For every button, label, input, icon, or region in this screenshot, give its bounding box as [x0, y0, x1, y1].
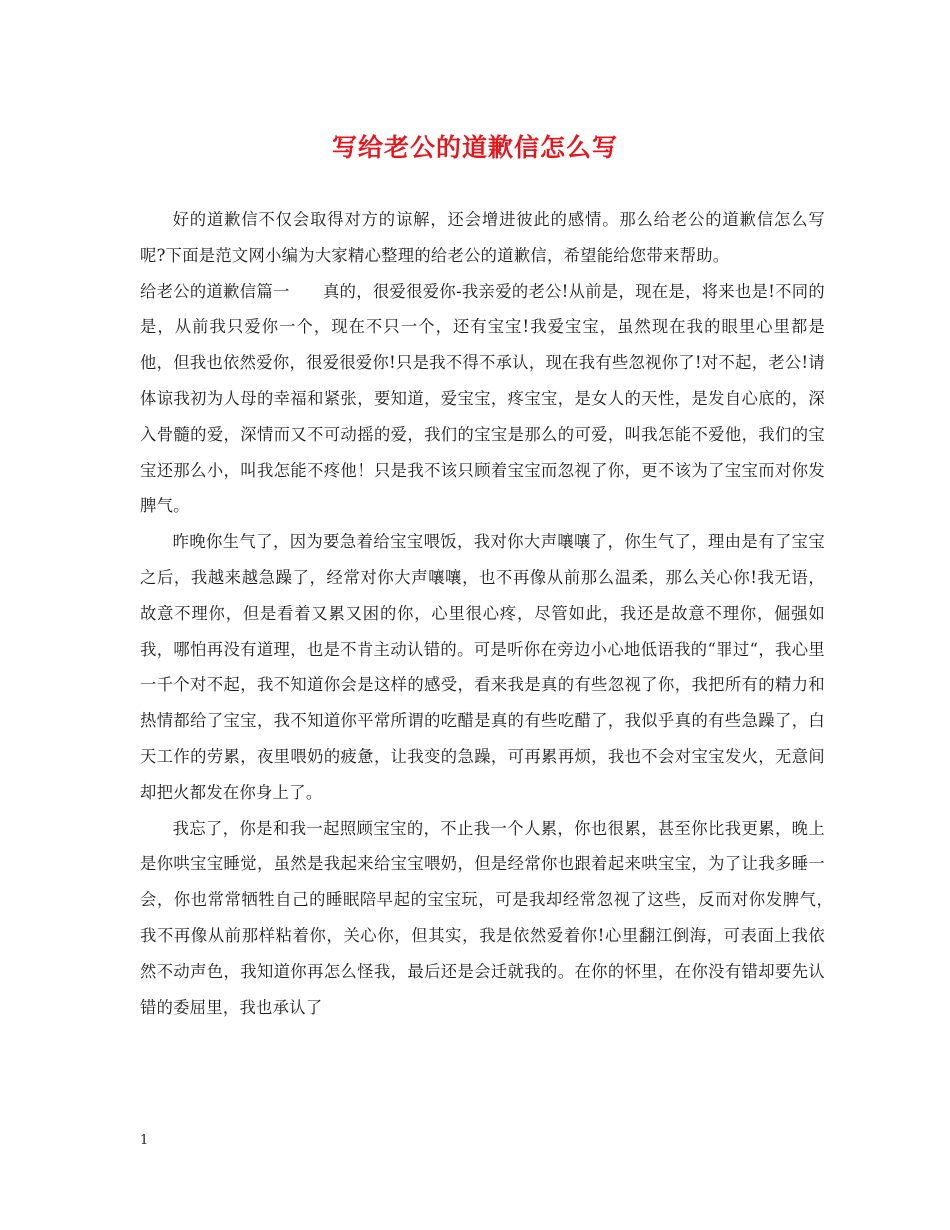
- paragraph-forgot: 我忘了，你是和我一起照顾宝宝的，不止我一个人累，你也很累，甚至你比我更累，晚上是你哄宝宝睡觉，虽然是我起来给宝宝喂奶，但是经常你也跟着起来哄宝宝，为了让我多睡一会，你也常常牺牲自己的睡眠陪早起的宝宝玩，可是我却经常忽视了这些，反而对你发脾气， 我不再像从前那样粘着你，关心你，但其实，我是依然爱着你!心里翻江倒海，可表面上我依然不动声色，我知道你再怎么怪我，最后还是会迁就我的。在你的怀里，在你没有错却要先认错的委屈里，我也承认了: [140, 818, 842, 1017]
- paragraph-last-night: 昨晚你生气了，因为要急着给宝宝喂饭，我对你大声嚷嚷了，你生气了，理由是有了宝宝之后，我越来越急躁了，经常对你大声嚷嚷，也不再像从前那么温柔，那么关心你!我无语，故意不理你，但是看着又累又困的你，心里很心疼，尽管如此，我还是故意不理你，倔强如我，哪怕再没有道理，也是不肯主动认错的。可是听你在旁边小心地低语我的“罪过“，我心里一千个对不起，我不知道你会是这样的感受，看来我是真的有些忽视了你，我把所有的精力和热情都给了宝宝，我不知道你平常所谓的吃醋是真的有些吃醋了，我似乎真的有些急躁了，白天工作的劳累，夜里喂奶的疲惫，让我变的急躁，可再累再烦，我也不会对宝宝发火，无意间却把火都发在你身上了。: [140, 532, 825, 802]
- page-title: 写给老公的道歉信怎么写: [331, 133, 618, 162]
- document-body: [140, 202, 842, 1025]
- paragraph-intro: 好的道歉信不仅会取得对方的谅解，还会增进彼此的感情。那么给老公的道歉信怎么写呢?下面是范文网小编为大家精心整理的给老公的道歉信，希望能给您带来帮助。: [140, 210, 825, 265]
- paragraph-letter-one: 给老公的道歉信篇一 真的，很爱很爱你-我亲爱的老公!从前是，现在是，将来也是!不同的是，从前我只爱你一个，现在不只一个，还有宝宝!我爱宝宝，虽然现在我的眼里心里都是他，但我也依然爱你，很爱很爱你!只是我不得不承认，现在我有些忽视你了!对不起，老公!请体谅我初为人母的幸福和紧张，要知道，爱宝宝，疼宝宝，是女人的天性，是发自心底的，深入骨髓的爱，深情而又不可动摇的爱，我们的宝宝是那么的可爱，叫我怎能不爱他，我们的宝宝还那么小，叫我怎能不疼他！只是我不该只顾着宝宝而忽视了你，更不该为了宝宝而对你发脾气。: [140, 281, 825, 516]
- page-number: 1: [140, 1133, 149, 1148]
